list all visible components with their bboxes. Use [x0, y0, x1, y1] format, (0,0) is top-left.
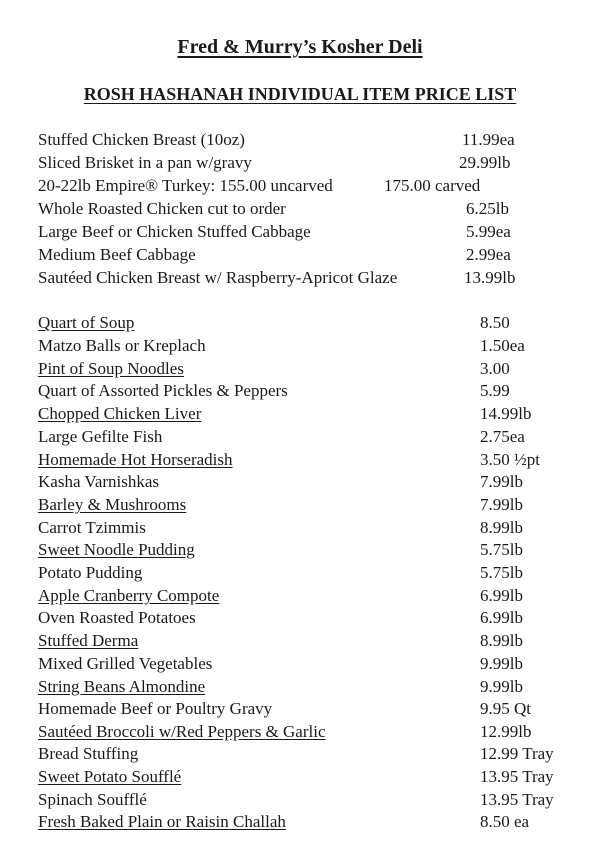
item-price: 9.99lb [480, 654, 523, 673]
list-item [38, 450, 233, 470]
item-name: Sautéed Broccoli w/Red Peppers & Garlic [38, 722, 326, 741]
item-price: 3.50 ½pt [480, 450, 540, 469]
item-name: Homemade Hot Horseradish [38, 450, 233, 469]
list-item [38, 222, 311, 242]
list-item [38, 472, 159, 492]
item-price: 9.99lb [480, 677, 523, 696]
item-name: Sliced Brisket in a pan w/gravy [38, 153, 252, 172]
list-item [38, 381, 288, 401]
item-price: 2.75ea [480, 427, 525, 446]
list-item [38, 812, 286, 832]
list-item [38, 313, 134, 333]
item-price: 8.99lb [480, 518, 523, 537]
item-name: Apple Cranberry Compote [38, 586, 220, 605]
item-name: String Beans Almondine [38, 677, 206, 696]
list-item [38, 677, 205, 697]
item-price: 13.95 Tray [480, 767, 554, 786]
item-price: 7.99lb [480, 495, 523, 514]
item-name: Pint of Soup Noodles [38, 359, 184, 378]
list-item [38, 176, 333, 196]
list-item [38, 245, 196, 265]
item-price: 5.75lb [480, 540, 523, 559]
item-price: 5.75lb [480, 563, 523, 582]
list-item [38, 563, 142, 583]
item-price: 1.50ea [480, 336, 525, 355]
item-price: 5.99 [480, 381, 510, 400]
item-name: Sweet Noodle Pudding [38, 540, 195, 559]
list-item [38, 631, 138, 651]
item-name: Stuffed Derma [38, 631, 139, 650]
item-price: 175.00 carved [384, 176, 481, 195]
list-item [38, 518, 146, 538]
item-name: Stuffed Chicken Breast (10oz) [38, 130, 245, 149]
item-price: 13.99lb [464, 268, 516, 287]
list-item [38, 654, 212, 674]
list-item [38, 268, 397, 288]
list-item [38, 586, 219, 606]
item-name: 20-22lb Empire® Turkey: 155.00 uncarved [38, 176, 333, 195]
item-price: 8.50 ea [480, 812, 530, 831]
list-item [38, 130, 245, 150]
item-name: Potato Pudding [38, 563, 143, 582]
item-name: Homemade Beef or Poultry Gravy [38, 699, 273, 718]
list-item [38, 153, 252, 173]
item-name: Carrot Tzimmis [38, 518, 146, 537]
item-name: Quart of Assorted Pickles & Peppers [38, 381, 288, 400]
item-name: Quart of Soup [38, 313, 135, 332]
item-name: Whole Roasted Chicken cut to order [38, 199, 286, 218]
item-price: 14.99lb [480, 404, 532, 423]
item-name: Spinach Soufflé [38, 790, 147, 809]
deli-title: Fred & Murry’s Kosher Deli [177, 36, 423, 58]
item-name: Sautéed Chicken Breast w/ Raspberry-Apricot Glaze [38, 268, 398, 287]
item-name: Large Gefilte Fish [38, 427, 163, 446]
item-price: 13.95 Tray [480, 790, 554, 809]
list-item [38, 767, 181, 787]
item-name: Mixed Grilled Vegetables [38, 654, 213, 673]
list-item [38, 699, 272, 719]
item-price: 8.99lb [480, 631, 523, 650]
list-item [38, 744, 138, 764]
item-price: 29.99lb [459, 153, 511, 172]
item-price: 6.25lb [466, 199, 509, 218]
item-price: 12.99lb [480, 722, 532, 741]
list-item [38, 790, 147, 810]
item-name: Oven Roasted Potatoes [38, 608, 196, 627]
list-item [38, 199, 286, 219]
list-item [38, 427, 162, 447]
list-item [38, 404, 201, 424]
item-name: Matzo Balls or Kreplach [38, 336, 206, 355]
list-item [38, 495, 186, 515]
item-name: Fresh Baked Plain or Raisin Challah [38, 812, 286, 831]
item-price: 2.99ea [466, 245, 511, 264]
list-item [38, 608, 196, 628]
item-price: 6.99lb [480, 586, 523, 605]
list-item [38, 722, 326, 742]
item-price: 3.00 [480, 359, 510, 378]
item-name: Medium Beef Cabbage [38, 245, 196, 264]
item-price: 5.99ea [466, 222, 511, 241]
item-name: Bread Stuffing [38, 744, 139, 763]
item-price: 9.95 Qt [480, 699, 531, 718]
item-price: 7.99lb [480, 472, 523, 491]
item-name: Chopped Chicken Liver [38, 404, 202, 423]
item-price: 6.99lb [480, 608, 523, 627]
list-item [38, 540, 195, 560]
list-item [38, 336, 206, 356]
item-price: 11.99ea [462, 130, 515, 149]
item-name: Large Beef or Chicken Stuffed Cabbage [38, 222, 311, 241]
item-price: 8.50 [480, 313, 510, 332]
list-item [38, 359, 184, 379]
item-price: 12.99 Tray [480, 744, 554, 763]
price-list-subtitle: ROSH HASHANAH INDIVIDUAL ITEM PRICE LIST [83, 84, 517, 104]
item-name: Kasha Varnishkas [38, 472, 160, 491]
item-name: Barley & Mushrooms [38, 495, 187, 514]
item-name: Sweet Potato Soufflé [38, 767, 182, 786]
